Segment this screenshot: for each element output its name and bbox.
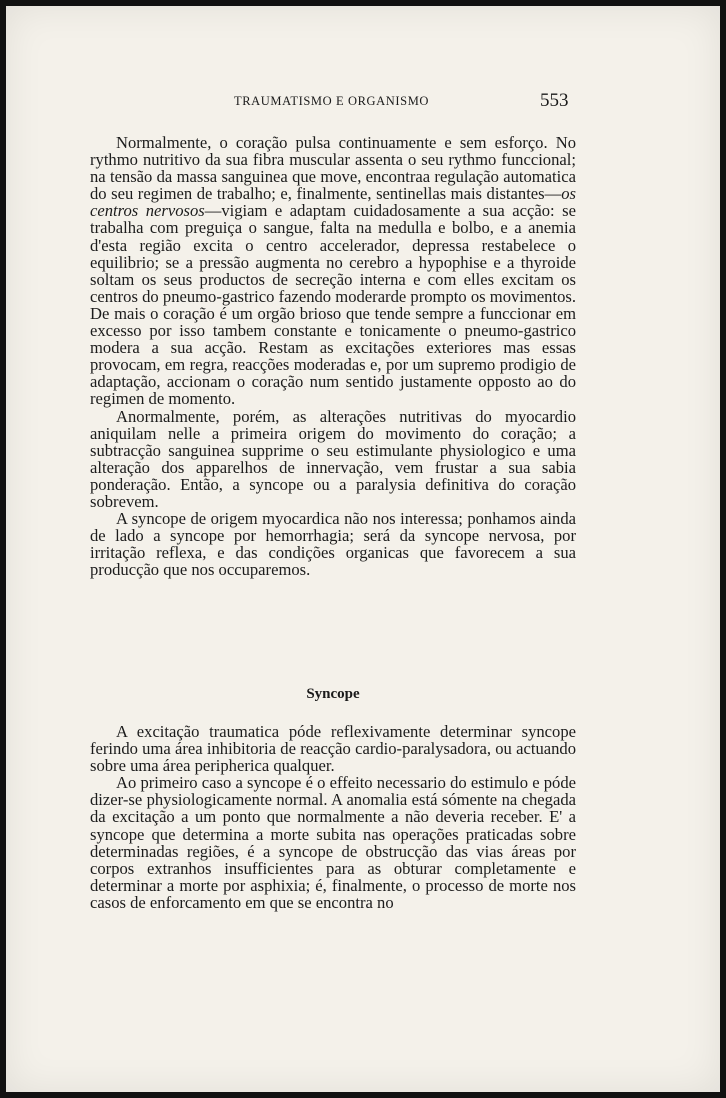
book-page (6, 6, 720, 1092)
text-block-before-heading (90, 134, 576, 578)
italic-phrase: os centros nervosos (90, 184, 576, 221)
text-run: Normalmente, o coração pulsa continuamente e sem esforço. No rythmo nutritivo da sua fibra muscular assenta o seu rythmo funccional; na tensão da massa sanguinea que move, encontraa regulação automatica do seu regimen de trabalho; e, finalmente, sentinellas mais distantes— (90, 133, 576, 204)
text-run: A excitação traumatica póde reflexivamente determinar syncope ferindo uma área inhibitoria de reacção cardio-paralysadora, ou actuando sobre uma área peripherica qualquer. (90, 722, 576, 776)
text-run: Anormalmente, porém, as alterações nutritivas do myocardio aniquilam nelle a primeira origem do movimento do coração; a subtracção sanguinea supprime o seu estimulante physiologico e uma alteração dos apparelhos de innervação, vem frustar a sua sabia ponderação. Então, a syncope ou a paralysia definitiva do coração sobrevem. (90, 406, 576, 511)
page-number: 553 (540, 90, 569, 111)
running-title: TRAUMATISMO E ORGANISMO (234, 94, 430, 108)
section-heading: Syncope (306, 686, 360, 702)
paragraph (90, 134, 576, 408)
text-run: Ao primeiro caso a syncope é o effeito necessario do estimulo e póde dizer-se physiologicamente normal. A anomalia está sómente na chegada da excitação a um ponto que normalmente a não deveria receber. E' a syncope que determina a morte subita nas operações praticadas sobre determinadas regiões, é a syncope de obstrucção das vias áreas por corpos extranhos insufficientes para as obturar completamente e determinar a morte por asphixia; é, finalmente, o processo de morte nos casos de enforcamento em que se encontra no (90, 773, 576, 912)
paragraph (90, 774, 576, 911)
text-block-after-heading (90, 723, 576, 911)
text-run: A syncope de origem myocardica não nos interessa; ponhamos ainda de lado a syncope por hemorrhagia; será da syncope nervosa, por irritação reflexa, e das condições organicas que favorecem a sua producção que nos occuparemos. (90, 509, 576, 580)
text-run: —vigiam e adaptam cuidadosamente a sua acção: se trabalha com preguiça o sangue, falta na medulla e bolbo, e a anemia d'esta região excita o centro accelerador, depressa restabelece o equilibrio; se a pressão augmenta no cerebro a hypophise e a thyroide soltam os seus productos de secreção interna e com elles excitam os centros do pneumo-gastrico fazendo moderarde prompto os movimentos. De mais o coração é um orgão brioso que tende sempre a funccionar em excesso por isso tambem constante e tonicamente o pneumo-gastrico modera a sua acção. Restam as excitações exteriores mas essas provocam, em regra, reacções moderadas e, por um supremo prodigio de adaptação, accionam o coração num sentido justamente opposto ao do regimen de momento. (90, 201, 576, 409)
paragraph (90, 510, 576, 578)
paragraph (90, 723, 576, 774)
paragraph (90, 408, 576, 511)
